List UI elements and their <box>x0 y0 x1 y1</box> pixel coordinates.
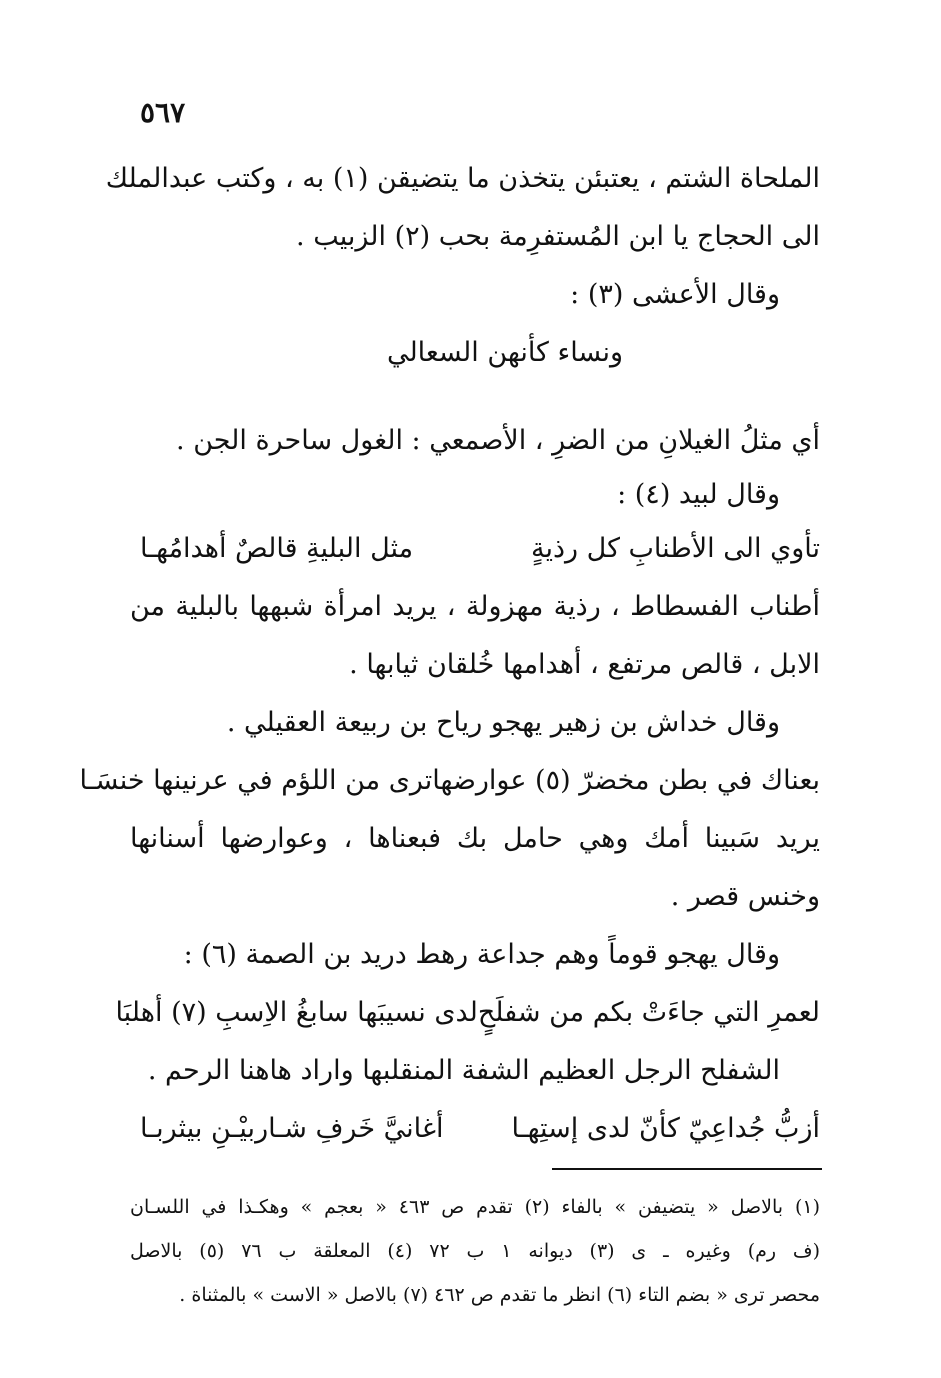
text-line: وقال خداش بن زهير يهجو رياح بن ربيعة العقيلي . <box>226 707 780 738</box>
footnote-divider <box>552 1168 822 1170</box>
main-text <box>79 150 820 1158</box>
verse-second-half: مثل البليةِ قالصٌ أهدامُهـا <box>140 533 414 564</box>
footnote-line: محصر ترى « بضم التاء (٦) انظر ما تقدم ص ٤٦٢ (٧) بالاصل « الاست » بالمثناة . <box>179 1284 820 1306</box>
text-line: يريد سَبينا أمك وهي حامل بك فبعناها ، وعوارضها أسنانها <box>130 823 820 854</box>
verse-first-half: بعناك في بطن مخضرّ (٥) عوارضها <box>432 765 820 796</box>
spacer <box>130 382 820 412</box>
verse-line <box>115 984 820 1042</box>
text-line: الشفلح الرجل العظيم الشفة المنقلبها واراد هاهنا الرحم . <box>147 1055 780 1086</box>
text-line: وقال يهجو قوماً وهم جداعة رهط دريد بن الصمة (٦) : <box>183 939 780 970</box>
verse-hemistich: ونساء كأنهن السعالي <box>386 337 624 368</box>
verse-line <box>130 520 820 578</box>
text-line: أي مثلُ الغيلانِ من الضرِ ، الأصمعي : الغول ساحرة الجن . <box>176 425 820 456</box>
verse-second-half: لدى نسيبَها سابغُ الاِسبِ (٧) أهلبَا <box>115 997 478 1028</box>
footnote-line: (ف رم) وغيره ـ ى (٣) ديوانه ١ ب ٧٢ (٤) المعلقة ب ٧٦ (٥) بالاصل <box>130 1240 821 1262</box>
text-line: الابل ، قالص مرتفع ، أهدامها خُلقان ثيابها . <box>349 649 820 680</box>
page-number: ٥٦٧ <box>140 96 186 129</box>
verse-second-half: ترى من اللؤم في عرنينها خنسَـا <box>79 765 433 796</box>
text-line: وخنس قصر . <box>670 881 820 912</box>
footnote-line: (١) بالاصل « يتضيفن » بالفاء (٢) تقدم ص ٤٦٣ « بعجم » وهكـذا في اللسـان <box>130 1196 820 1218</box>
footnotes <box>130 1185 820 1317</box>
verse-first-half: لعمرِ التي جاءَتْ بكم من شفلَحٍ <box>477 997 820 1028</box>
text-line: وقال لبيد (٤) : <box>617 479 780 510</box>
verse-line <box>79 752 820 810</box>
verse-second-half: أغانيَّ خَرفِ شـاربيْـنِ بيثربـا <box>140 1113 444 1144</box>
verse-line <box>130 1100 820 1158</box>
verse-first-half: أزبُّ جُداعِيّ كأنّ لدى إستِهـا <box>511 1113 820 1144</box>
text-line: الى الحجاج يا ابن المُستفرِمة بحب (٢) الزبيب . <box>296 221 820 252</box>
text-line: أطناب الفسطاط ، رذية مهزولة ، يريد امرأة شبهها بالبلية من <box>130 591 820 622</box>
text-line: وقال الأعشى (٣) : <box>570 279 780 310</box>
verse-first-half: تأوي الى الأطنابِ كل رذيةٍ <box>530 533 820 564</box>
text-line: الملحاة الشتم ، يعتبئن يتخذن ما يتضيقن (١) به ، وكتب عبدالملك <box>105 163 820 194</box>
